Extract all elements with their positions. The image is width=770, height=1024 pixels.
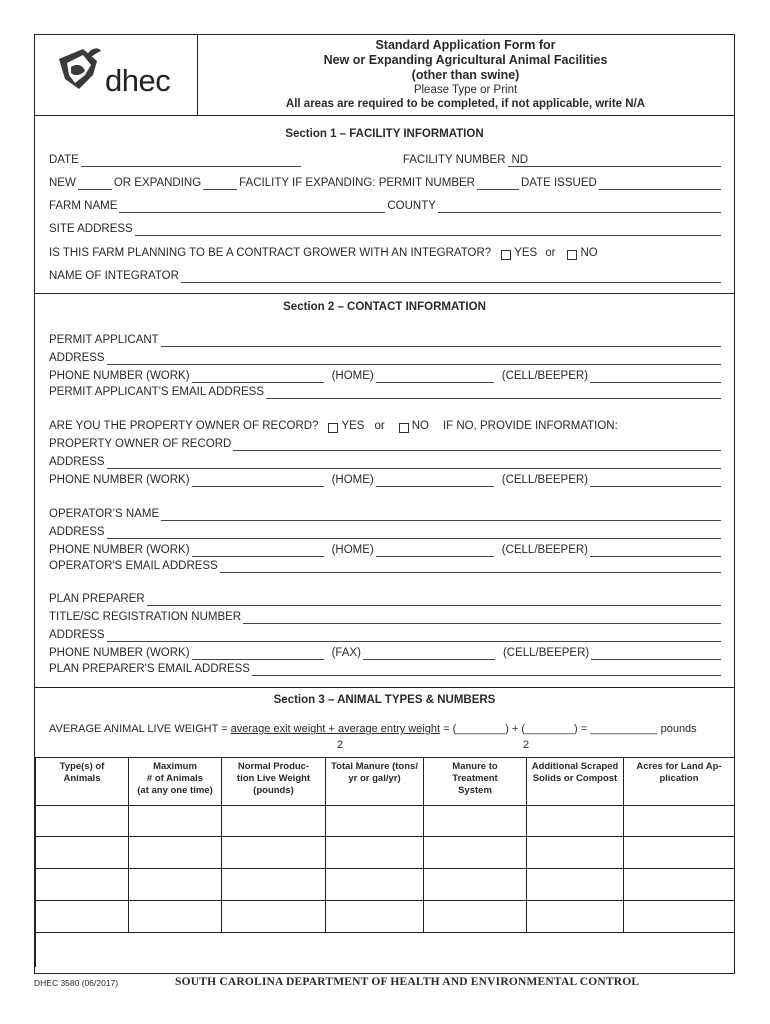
county-field[interactable] [438, 201, 721, 213]
agency-name: SOUTH CAROLINA DEPARTMENT OF HEALTH AND ENVIRONMENTAL CONTROL [175, 976, 640, 988]
address-label: ADDRESS [49, 526, 105, 538]
column-header-line: Type(s) of [59, 761, 105, 772]
operator-home-phone-field[interactable] [376, 545, 494, 557]
table-cell[interactable] [624, 837, 735, 869]
operator-email-field[interactable] [220, 561, 721, 573]
table-cell[interactable] [624, 806, 735, 837]
date-row [49, 153, 723, 167]
column-header-line: Maximum [153, 761, 197, 772]
weight-equation: = (________) + (________) = ___________ pounds [440, 723, 697, 735]
column-header [326, 758, 424, 806]
column-header [36, 758, 129, 806]
operator-name-field[interactable] [161, 509, 721, 521]
preparer-address-field[interactable] [107, 630, 721, 642]
farm-name-row [49, 199, 723, 213]
table-cell[interactable] [326, 837, 424, 869]
site-address-label: SITE ADDRESS [49, 223, 133, 235]
column-header [624, 758, 735, 806]
table-cell[interactable] [36, 869, 129, 901]
table-cell[interactable] [36, 837, 129, 869]
operator-phone-row [49, 543, 723, 557]
column-header-line: Total Manure (tons/ [331, 761, 418, 772]
cell-label: (CELL/BEEPER) [501, 474, 589, 486]
instruction-text: Please Type or Print [413, 84, 518, 96]
table-cell[interactable] [36, 933, 735, 968]
dhec-logo [35, 35, 198, 115]
property-owner-label: PROPERTY OWNER OF RECORD [49, 438, 232, 450]
facility-number-field[interactable] [508, 155, 722, 167]
preparer-phone-row [49, 646, 723, 660]
applicant-address-row [49, 351, 723, 365]
column-header-line: Acres for Land Ap- [636, 761, 722, 772]
table-cell[interactable] [527, 806, 624, 837]
title-registration-label: TITLE/SC REGISTRATION NUMBER [49, 611, 242, 623]
column-header-line: Treatment [452, 773, 498, 784]
property-owner-row [49, 437, 723, 451]
form-title-block [197, 38, 734, 111]
operator-email-label: OPERATOR'S EMAIL ADDRESS [49, 560, 218, 572]
owner-address-row [49, 455, 723, 469]
section-1-title: Section 1 – FACILITY INFORMATION [285, 128, 484, 140]
applicant-address-field[interactable] [107, 353, 721, 365]
contract-yes-label: YES [514, 247, 538, 259]
column-header-line: plication [659, 773, 699, 784]
table-cell[interactable] [424, 869, 527, 901]
date-issued-label: DATE ISSUED [520, 177, 597, 189]
owner-yes-label: YES [341, 420, 365, 432]
new-field[interactable] [78, 178, 112, 190]
farm-name-label: FARM NAME [49, 200, 118, 212]
table-row [36, 806, 735, 837]
owner-cell-field[interactable] [590, 475, 721, 487]
operator-name-row [49, 507, 723, 521]
table-cell[interactable] [424, 837, 527, 869]
preparer-fax-field[interactable] [363, 648, 495, 660]
table-cell[interactable] [527, 837, 624, 869]
permit-number-field[interactable] [477, 178, 519, 190]
table-cell[interactable] [129, 901, 222, 933]
title-line-3: (other than swine) [411, 68, 520, 82]
table-cell[interactable] [222, 806, 326, 837]
home-label: (HOME) [331, 370, 374, 382]
integrator-row [49, 269, 723, 283]
column-header-line: System [458, 785, 492, 796]
table-cell[interactable] [624, 901, 735, 933]
table-cell[interactable] [326, 806, 424, 837]
operator-cell-field[interactable] [590, 545, 721, 557]
column-header [129, 758, 222, 806]
operator-name-label: OPERATOR’S NAME [49, 508, 160, 520]
logo-wordmark: dhec [105, 63, 171, 98]
fax-label: (FAX) [331, 647, 361, 659]
requirement-text: All areas are required to be completed, if not applicable, write N/A [285, 98, 646, 110]
table-cell[interactable] [326, 869, 424, 901]
owner-no-label: NO [411, 420, 429, 432]
farm-name-field[interactable] [119, 201, 385, 213]
table-cell[interactable] [424, 806, 527, 837]
contract-yes-checkbox[interactable] [501, 250, 511, 260]
preparer-email-row [49, 662, 723, 676]
date-label: DATE [49, 154, 79, 166]
operator-address-field[interactable] [107, 527, 721, 539]
cell-label: (CELL/BEEPER) [501, 370, 589, 382]
cell-label: (CELL/BEEPER) [501, 544, 589, 556]
registration-row [49, 610, 723, 624]
column-header [424, 758, 527, 806]
table-row [36, 901, 735, 933]
column-header-line: yr or gal/yr) [348, 773, 401, 784]
table-cell[interactable] [624, 869, 735, 901]
table-cell[interactable] [527, 901, 624, 933]
divisor-1: 2 [337, 739, 344, 751]
or-expanding-label: OR EXPANDING [113, 177, 202, 189]
application-form [34, 34, 735, 974]
table-cell[interactable] [424, 901, 527, 933]
home-label: (HOME) [331, 544, 374, 556]
if-no-label: IF NO, PROVIDE INFORMATION: [442, 420, 618, 432]
table-header-row [36, 758, 735, 806]
section-divider [35, 687, 734, 688]
column-header [527, 758, 624, 806]
column-header [222, 758, 326, 806]
new-expanding-row [49, 176, 723, 190]
column-header-line: Manure to [452, 761, 498, 772]
home-label: (HOME) [331, 474, 374, 486]
applicant-cell-field[interactable] [590, 371, 721, 383]
table-row [36, 837, 735, 869]
weight-numerator: average exit weight + average entry weight [230, 723, 441, 735]
date-issued-field[interactable] [599, 178, 721, 190]
owner-work-phone-field[interactable] [192, 475, 324, 487]
table-cell[interactable] [222, 837, 326, 869]
table-row [36, 869, 735, 901]
divisor-2: 2 [523, 739, 530, 751]
county-label: COUNTY [387, 200, 436, 212]
site-address-field[interactable] [135, 224, 721, 236]
plan-preparer-field[interactable] [147, 594, 721, 606]
weight-prefix: AVERAGE ANIMAL LIVE WEIGHT = [49, 723, 231, 735]
column-header-line: # of Animals [146, 773, 204, 784]
table-cell[interactable] [129, 869, 222, 901]
contract-or-label: or [545, 247, 556, 259]
column-header-line: (at any one time) [137, 785, 213, 796]
preparer-email-label: PLAN PREPARER'S EMAIL ADDRESS [49, 663, 250, 675]
table-cell[interactable] [36, 806, 129, 837]
column-header-line: Additional Scraped [531, 761, 619, 772]
applicant-email-field[interactable] [266, 387, 721, 399]
new-label: NEW [49, 177, 76, 189]
integrator-label: NAME OF INTEGRATOR [49, 270, 179, 282]
owner-question-row [49, 419, 723, 433]
section-3-title: Section 3 – ANIMAL TYPES & NUMBERS [273, 694, 496, 706]
permit-applicant-row [49, 333, 723, 347]
column-header-line: Solids or Compost [532, 773, 618, 784]
applicant-email-label: PERMIT APPLICANT'S EMAIL ADDRESS [49, 386, 265, 398]
phone-work-label: PHONE NUMBER (WORK) [49, 647, 190, 659]
contract-grower-row [49, 246, 723, 260]
column-header-line: Normal Produc- [237, 761, 310, 772]
plan-preparer-label: PLAN PREPARER [49, 593, 145, 605]
owner-no-checkbox[interactable] [399, 423, 409, 433]
owner-yes-checkbox[interactable] [328, 423, 338, 433]
owner-phone-row [49, 473, 723, 487]
table-cell[interactable] [36, 901, 129, 933]
section-divider [35, 293, 734, 294]
contract-no-checkbox[interactable] [567, 250, 577, 260]
plan-preparer-row [49, 592, 723, 606]
facility-number-value: ND [511, 154, 529, 166]
phone-work-label: PHONE NUMBER (WORK) [49, 474, 190, 486]
form-code: DHEC 3580 (06/2017) [34, 978, 119, 988]
table-cell[interactable] [222, 901, 326, 933]
owner-address-field[interactable] [107, 457, 721, 469]
table-row [36, 933, 735, 968]
owner-question: ARE YOU THE PROPERTY OWNER OF RECORD? [49, 420, 319, 432]
address-label: ADDRESS [49, 629, 105, 641]
average-weight-formula [49, 723, 697, 735]
integrator-field[interactable] [181, 271, 721, 283]
operator-email-row [49, 559, 723, 573]
preparer-email-field[interactable] [252, 664, 721, 676]
table-cell[interactable] [129, 837, 222, 869]
applicant-email-row [49, 385, 723, 399]
site-address-row [49, 222, 723, 236]
permit-applicant-field[interactable] [161, 335, 721, 347]
contract-grower-question: IS THIS FARM PLANNING TO BE A CONTRACT GROWER WITH AN INTEGRATOR? [49, 247, 492, 259]
table-cell[interactable] [527, 869, 624, 901]
permit-number-label: FACILITY IF EXPANDING: PERMIT NUMBER [239, 177, 475, 189]
form-header [35, 35, 734, 116]
section-2-title: Section 2 – CONTACT INFORMATION [283, 301, 486, 313]
cell-label: (CELL/BEEPER) [502, 647, 590, 659]
owner-or-label: or [374, 420, 385, 432]
table-cell[interactable] [326, 901, 424, 933]
address-label: ADDRESS [49, 456, 105, 468]
applicant-home-phone-field[interactable] [376, 371, 494, 383]
applicant-phone-row [49, 369, 723, 383]
permit-applicant-label: PERMIT APPLICANT [49, 334, 159, 346]
phone-work-label: PHONE NUMBER (WORK) [49, 544, 190, 556]
animal-types-table [35, 757, 735, 967]
dhec-emblem-icon [53, 45, 113, 97]
preparer-work-phone-field[interactable] [192, 648, 324, 660]
preparer-cell-field[interactable] [591, 648, 721, 660]
table-cell[interactable] [129, 806, 222, 837]
expanding-field[interactable] [203, 178, 237, 190]
column-header-line: (pounds) [253, 785, 294, 796]
column-header-line: tion Live Weight [236, 773, 311, 784]
operator-address-row [49, 525, 723, 539]
property-owner-field[interactable] [233, 439, 721, 451]
owner-home-phone-field[interactable] [376, 475, 494, 487]
title-line-2: New or Expanding Agricultural Animal Facilities [323, 53, 608, 67]
phone-work-label: PHONE NUMBER (WORK) [49, 370, 190, 382]
address-label: ADDRESS [49, 352, 105, 364]
contract-no-label: NO [580, 247, 598, 259]
column-header-line: Animals [63, 773, 101, 784]
date-field[interactable] [81, 155, 301, 167]
facility-number-label: FACILITY NUMBER [402, 154, 506, 166]
table-cell[interactable] [222, 869, 326, 901]
applicant-work-phone-field[interactable] [192, 371, 324, 383]
title-registration-field[interactable] [243, 612, 721, 624]
title-line-1: Standard Application Form for [375, 38, 556, 52]
preparer-address-row [49, 628, 723, 642]
operator-work-phone-field[interactable] [192, 545, 324, 557]
